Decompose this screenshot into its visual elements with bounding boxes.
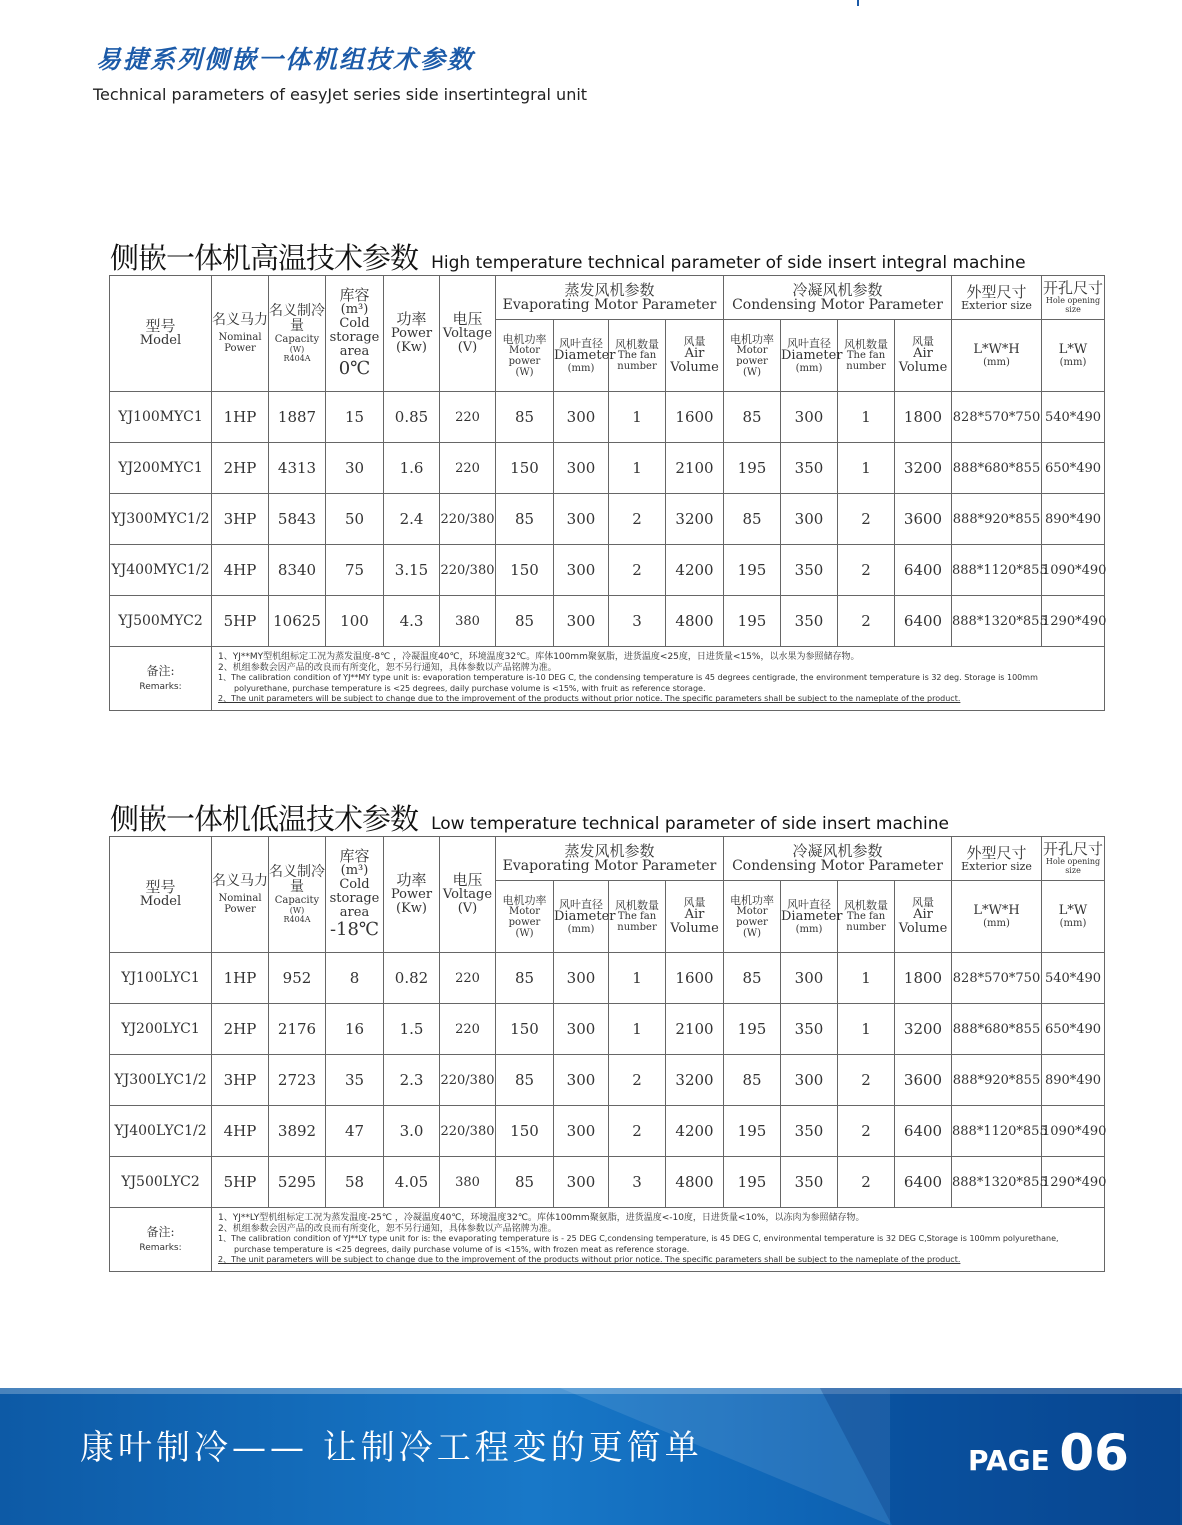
- cell-capacity: 2723: [269, 1055, 326, 1106]
- cell-evap-diameter: 300: [554, 953, 609, 1004]
- cell-cond-motor: 85: [724, 953, 781, 1004]
- low-temp-table: [109, 836, 1105, 1272]
- col-cond-group: 冷凝风机参数 Condensing Motor Parameter: [724, 837, 952, 881]
- cell-evap-air: 2100: [666, 1004, 724, 1055]
- cell-exterior: 888*680*855: [952, 443, 1042, 494]
- low-temp-title-cn: 侧嵌一体机低温技术参数: [110, 802, 419, 836]
- cell-hp: 2HP: [212, 1004, 269, 1055]
- cell-model: YJ300MYC1/2: [110, 494, 212, 545]
- cell-evap-fans: 2: [609, 1055, 666, 1106]
- cell-evap-motor: 150: [496, 1004, 554, 1055]
- cell-evap-motor: 85: [496, 392, 554, 443]
- cell-capacity: 8340: [269, 545, 326, 596]
- sub-cond-air: 风量 Air Volume: [895, 320, 952, 392]
- col-storage: 库容 (m³) Cold storage area 0℃: [326, 276, 384, 392]
- cell-evap-air: 4800: [666, 1157, 724, 1208]
- cell-cond-motor: 85: [724, 392, 781, 443]
- cell-model: YJ100LYC1: [110, 953, 212, 1004]
- cell-hole: 1090*490: [1042, 545, 1105, 596]
- cell-cond-air: 1800: [895, 392, 952, 443]
- sub-cond-fan: 风机数量 The fan number: [838, 881, 895, 953]
- cell-model: YJ500MYC2: [110, 596, 212, 647]
- footer-banner: [0, 1388, 1182, 1525]
- sub-evap-air: 风量 Air Volume: [666, 320, 724, 392]
- cell-power: 1.5: [384, 1004, 440, 1055]
- col-kw: 功率 Power (Kw): [384, 276, 440, 392]
- cell-hole: 540*490: [1042, 953, 1105, 1004]
- cell-evap-air: 3200: [666, 494, 724, 545]
- cell-evap-air: 4200: [666, 1106, 724, 1157]
- cell-evap-diameter: 300: [554, 1055, 609, 1106]
- cell-evap-air: 1600: [666, 953, 724, 1004]
- low-temp-rows: [110, 953, 1105, 1208]
- high-temp-heading: [110, 236, 1026, 277]
- cell-evap-diameter: 300: [554, 1004, 609, 1055]
- temp-label: -18℃: [329, 919, 380, 940]
- sub-cond-dia: 风叶直径 Diameter (mm): [781, 881, 838, 953]
- cell-capacity: 10625: [269, 596, 326, 647]
- cell-cond-diameter: 350: [781, 1157, 838, 1208]
- sub-cond-dia: 风叶直径 Diameter (mm): [781, 320, 838, 392]
- cell-volume: 100: [326, 596, 384, 647]
- sub-cond-motor: 电机功率 Motor power (W): [724, 320, 781, 392]
- cell-power: 0.82: [384, 953, 440, 1004]
- cell-cond-diameter: 300: [781, 953, 838, 1004]
- table-row: [110, 1157, 1105, 1208]
- cell-evap-motor: 150: [496, 1106, 554, 1157]
- remarks-label: 备注: Remarks:: [110, 647, 212, 711]
- cell-volume: 75: [326, 545, 384, 596]
- cell-capacity: 4313: [269, 443, 326, 494]
- sub-cond-fan: 风机数量 The fan number: [838, 320, 895, 392]
- cell-cond-air: 3200: [895, 1004, 952, 1055]
- high-temp-table: [109, 275, 1105, 711]
- sub-evap-dia: 风叶直径 Diameter (mm): [554, 320, 609, 392]
- cell-cond-diameter: 300: [781, 494, 838, 545]
- cell-cond-motor: 195: [724, 545, 781, 596]
- cell-cond-diameter: 350: [781, 1004, 838, 1055]
- cell-evap-fans: 3: [609, 1157, 666, 1208]
- cell-hp: 4HP: [212, 1106, 269, 1157]
- cell-model: YJ200MYC1: [110, 443, 212, 494]
- cell-hole: 890*490: [1042, 1055, 1105, 1106]
- cell-hp: 5HP: [212, 596, 269, 647]
- cell-model: YJ300LYC1/2: [110, 1055, 212, 1106]
- col-capacity: 名义制冷量 Capacity (W) R404A: [269, 837, 326, 953]
- cell-capacity: 5843: [269, 494, 326, 545]
- cell-evap-motor: 85: [496, 1157, 554, 1208]
- cell-volume: 35: [326, 1055, 384, 1106]
- cell-model: YJ500LYC2: [110, 1157, 212, 1208]
- top-mark: [857, 0, 859, 6]
- cell-voltage: 220/380: [440, 1106, 496, 1157]
- cell-cond-motor: 195: [724, 596, 781, 647]
- cell-cond-diameter: 350: [781, 545, 838, 596]
- cell-cond-motor: 195: [724, 443, 781, 494]
- cell-cond-fans: 2: [838, 1055, 895, 1106]
- cell-hp: 3HP: [212, 494, 269, 545]
- cell-exterior: 888*1320*855: [952, 1157, 1042, 1208]
- cell-evap-diameter: 300: [554, 443, 609, 494]
- cell-evap-motor: 85: [496, 596, 554, 647]
- temp-label: 0℃: [338, 358, 371, 379]
- cell-evap-fans: 1: [609, 953, 666, 1004]
- cell-model: YJ100MYC1: [110, 392, 212, 443]
- col-evap-group: 蒸发风机参数 Evaporating Motor Parameter: [496, 276, 724, 320]
- cell-evap-diameter: 300: [554, 494, 609, 545]
- table-row: [110, 596, 1105, 647]
- cell-voltage: 220/380: [440, 1055, 496, 1106]
- sub-evap-dia: 风叶直径 Diameter (mm): [554, 881, 609, 953]
- cell-exterior: 828*570*750: [952, 392, 1042, 443]
- cell-hole: 650*490: [1042, 1004, 1105, 1055]
- cell-voltage: 220: [440, 953, 496, 1004]
- cell-cond-air: 6400: [895, 545, 952, 596]
- cell-evap-air: 2100: [666, 443, 724, 494]
- cell-hp: 3HP: [212, 1055, 269, 1106]
- col-model: 型号 Model: [110, 276, 212, 392]
- col-power: 名义马力 Nominal Power: [212, 837, 269, 953]
- cell-hp: 1HP: [212, 392, 269, 443]
- sub-evap-air: 风量 Air Volume: [666, 881, 724, 953]
- cell-voltage: 220: [440, 392, 496, 443]
- col-kw: 功率 Power (Kw): [384, 837, 440, 953]
- cell-cond-fans: 1: [838, 443, 895, 494]
- cell-power: 0.85: [384, 392, 440, 443]
- sub-evap-motor: 电机功率 Motor power (W): [496, 320, 554, 392]
- cell-power: 1.6: [384, 443, 440, 494]
- cell-voltage: 220: [440, 443, 496, 494]
- cell-volume: 58: [326, 1157, 384, 1208]
- cell-volume: 15: [326, 392, 384, 443]
- cell-cond-fans: 2: [838, 596, 895, 647]
- cell-evap-motor: 85: [496, 953, 554, 1004]
- cell-capacity: 3892: [269, 1106, 326, 1157]
- cell-cond-motor: 195: [724, 1004, 781, 1055]
- cell-evap-fans: 1: [609, 392, 666, 443]
- table-row: [110, 1004, 1105, 1055]
- cell-hole: 1290*490: [1042, 1157, 1105, 1208]
- cell-evap-fans: 2: [609, 494, 666, 545]
- cell-evap-air: 1600: [666, 392, 724, 443]
- cell-hole: 1090*490: [1042, 1106, 1105, 1157]
- table-row: [110, 392, 1105, 443]
- cell-cond-fans: 2: [838, 545, 895, 596]
- col-capacity: 名义制冷量 Capacity (W) R404A: [269, 276, 326, 392]
- cell-voltage: 220/380: [440, 494, 496, 545]
- low-temp-heading: [110, 797, 949, 838]
- col-hole: 开孔尺寸 Hole opening size: [1042, 837, 1105, 881]
- cell-capacity: 952: [269, 953, 326, 1004]
- cell-evap-motor: 150: [496, 443, 554, 494]
- remarks-label: 备注: Remarks:: [110, 1208, 212, 1272]
- sub-cond-air: 风量 Air Volume: [895, 881, 952, 953]
- cell-evap-air: 4200: [666, 545, 724, 596]
- cell-power: 3.0: [384, 1106, 440, 1157]
- sub-cond-motor: 电机功率 Motor power (W): [724, 881, 781, 953]
- cell-cond-fans: 1: [838, 1004, 895, 1055]
- cell-hole: 890*490: [1042, 494, 1105, 545]
- high-temp-title-en: High temperature technical parameter of side insert integral machine: [431, 253, 1026, 273]
- high-temp-title-cn: 侧嵌一体机高温技术参数: [110, 241, 419, 275]
- cell-exterior: 828*570*750: [952, 953, 1042, 1004]
- sub-hole-unit: L*W (mm): [1042, 881, 1105, 953]
- cell-volume: 50: [326, 494, 384, 545]
- footer-slogan: 康叶制冷—— 让制冷工程变的更简单: [80, 1428, 703, 1468]
- cell-cond-motor: 85: [724, 1055, 781, 1106]
- sub-ext-unit: L*W*H (mm): [952, 320, 1042, 392]
- cell-cond-diameter: 350: [781, 596, 838, 647]
- cell-voltage: 380: [440, 596, 496, 647]
- cell-exterior: 888*1320*855: [952, 596, 1042, 647]
- cell-cond-diameter: 350: [781, 1106, 838, 1157]
- cell-model: YJ400LYC1/2: [110, 1106, 212, 1157]
- cell-hp: 2HP: [212, 443, 269, 494]
- cell-evap-fans: 2: [609, 1106, 666, 1157]
- cell-cond-diameter: 350: [781, 443, 838, 494]
- cell-exterior: 888*680*855: [952, 1004, 1042, 1055]
- cell-cond-motor: 195: [724, 1157, 781, 1208]
- cell-power: 2.3: [384, 1055, 440, 1106]
- cell-power: 4.05: [384, 1157, 440, 1208]
- cell-capacity: 2176: [269, 1004, 326, 1055]
- col-evap-group: 蒸发风机参数 Evaporating Motor Parameter: [496, 837, 724, 881]
- table-row: [110, 443, 1105, 494]
- cell-volume: 8: [326, 953, 384, 1004]
- cell-evap-diameter: 300: [554, 596, 609, 647]
- cell-cond-air: 3600: [895, 1055, 952, 1106]
- table-row: [110, 545, 1105, 596]
- col-voltage: 电压 Voltage (V): [440, 276, 496, 392]
- cell-evap-fans: 1: [609, 443, 666, 494]
- cell-evap-air: 3200: [666, 1055, 724, 1106]
- cell-evap-fans: 2: [609, 545, 666, 596]
- col-exterior: 外型尺寸 Exterior size: [952, 837, 1042, 881]
- col-voltage: 电压 Voltage (V): [440, 837, 496, 953]
- col-storage: 库容 (m³) Cold storage area -18℃: [326, 837, 384, 953]
- low-temp-title-en: Low temperature technical parameter of side insert machine: [431, 814, 949, 834]
- cell-cond-air: 1800: [895, 953, 952, 1004]
- col-cond-group: 冷凝风机参数 Condensing Motor Parameter: [724, 276, 952, 320]
- high-temp-rows: [110, 392, 1105, 647]
- cell-evap-diameter: 300: [554, 545, 609, 596]
- cell-power: 2.4: [384, 494, 440, 545]
- col-hole: 开孔尺寸 Hole opening size: [1042, 276, 1105, 320]
- cell-hole: 1290*490: [1042, 596, 1105, 647]
- cell-capacity: 1887: [269, 392, 326, 443]
- cell-model: YJ200LYC1: [110, 1004, 212, 1055]
- cell-cond-diameter: 300: [781, 1055, 838, 1106]
- cell-hp: 5HP: [212, 1157, 269, 1208]
- cell-hp: 1HP: [212, 953, 269, 1004]
- page-subtitle: Technical parameters of easyJet series side insertintegral unit: [93, 85, 588, 104]
- table-row: [110, 1055, 1105, 1106]
- cell-exterior: 888*920*855: [952, 1055, 1042, 1106]
- cell-evap-diameter: 300: [554, 1157, 609, 1208]
- cell-cond-fans: 2: [838, 1157, 895, 1208]
- page-title: 易捷系列侧嵌一体机组技术参数: [96, 45, 475, 74]
- page-label: PAGE: [968, 1444, 1050, 1477]
- cell-evap-air: 4800: [666, 596, 724, 647]
- cell-hole: 540*490: [1042, 392, 1105, 443]
- cell-power: 3.15: [384, 545, 440, 596]
- cell-cond-motor: 195: [724, 1106, 781, 1157]
- cell-voltage: 380: [440, 1157, 496, 1208]
- cell-cond-diameter: 300: [781, 392, 838, 443]
- cell-voltage: 220/380: [440, 545, 496, 596]
- cell-hp: 4HP: [212, 545, 269, 596]
- table-row: [110, 1106, 1105, 1157]
- cell-evap-motor: 85: [496, 1055, 554, 1106]
- cell-power: 4.3: [384, 596, 440, 647]
- remarks-text: 1、YJ**LY型机组标定工况为蒸发温度-25℃ ，冷凝温度40℃，环境温度32℃。库体100mm聚氨脂，进货温度<-10度，日进货量<10%，以冻肉为参照储存物。 2、机组参数会因产品的改良而有所变化，恕不另行通知，具体参数以产品铭牌为准。 1、The calibration condition of YJ**LY type unit for is: the evaporating temperature is - 25 DEG C,condensing temperature, is 45 DEG C, environmental temperature is 32 DEG C,Storage is 100mm polyurethane, purchase temperature is <25 degrees, daily purchase volume of is <15%, with frozen meat as reference storage. 2、The unit parameters will be subject to change due to the improvement of the products without prior notice. The specific parameters shall be subject to the nameplate of the product.: [212, 1208, 1105, 1272]
- cell-evap-fans: 1: [609, 1004, 666, 1055]
- sub-hole-unit: L*W (mm): [1042, 320, 1105, 392]
- cell-model: YJ400MYC1/2: [110, 545, 212, 596]
- table-row: [110, 494, 1105, 545]
- remarks-text: 1、YJ**MY型机组标定工况为蒸发温度-8℃ ，冷凝温度40℃，环境温度32℃。库体100mm聚氨脂，进货温度<25度，日进货量<15%，以水果为参照储存物。 2、机组参数会因产品的改良而有所变化，恕不另行通知，具体参数以产品铭牌为准。 1、The calibration condition of YJ**MY type unit is: evaporation temperature is-10 DEG C, the condensing temperature is 45 degrees centigrade, the environment temperature is 32 deg. Storage is 100mm polyurethane, purchase temperature is <25 degrees, daily purchase volume is <15%, with fruit as reference storage. 2、The unit parameters will be subject to change due to the improvement of the products without prior notice. The specific parameters shall be subject to the nameplate of the product.: [212, 647, 1105, 711]
- sub-ext-unit: L*W*H (mm): [952, 881, 1042, 953]
- col-model: 型号 Model: [110, 837, 212, 953]
- cell-capacity: 5295: [269, 1157, 326, 1208]
- sub-evap-fan: 风机数量 The fan number: [609, 320, 666, 392]
- cell-evap-fans: 3: [609, 596, 666, 647]
- cell-cond-fans: 2: [838, 494, 895, 545]
- cell-hole: 650*490: [1042, 443, 1105, 494]
- cell-volume: 47: [326, 1106, 384, 1157]
- cell-evap-diameter: 300: [554, 392, 609, 443]
- cell-cond-fans: 1: [838, 953, 895, 1004]
- cell-cond-fans: 2: [838, 1106, 895, 1157]
- cell-volume: 30: [326, 443, 384, 494]
- cell-cond-air: 6400: [895, 596, 952, 647]
- table-row: [110, 953, 1105, 1004]
- cell-cond-air: 6400: [895, 1106, 952, 1157]
- cell-evap-diameter: 300: [554, 1106, 609, 1157]
- cell-evap-motor: 150: [496, 545, 554, 596]
- cell-cond-fans: 1: [838, 392, 895, 443]
- cell-evap-motor: 85: [496, 494, 554, 545]
- cell-cond-air: 3600: [895, 494, 952, 545]
- col-power: 名义马力 Nominal Power: [212, 276, 269, 392]
- col-exterior: 外型尺寸 Exterior size: [952, 276, 1042, 320]
- cell-voltage: 220: [440, 1004, 496, 1055]
- page-number: 06: [1059, 1424, 1129, 1482]
- cell-exterior: 888*920*855: [952, 494, 1042, 545]
- cell-volume: 16: [326, 1004, 384, 1055]
- cell-cond-motor: 85: [724, 494, 781, 545]
- page-indicator: [968, 1424, 1129, 1482]
- cell-cond-air: 3200: [895, 443, 952, 494]
- cell-cond-air: 6400: [895, 1157, 952, 1208]
- sub-evap-motor: 电机功率 Motor power (W): [496, 881, 554, 953]
- cell-exterior: 888*1120*855: [952, 1106, 1042, 1157]
- cell-exterior: 888*1120*855: [952, 545, 1042, 596]
- sub-evap-fan: 风机数量 The fan number: [609, 881, 666, 953]
